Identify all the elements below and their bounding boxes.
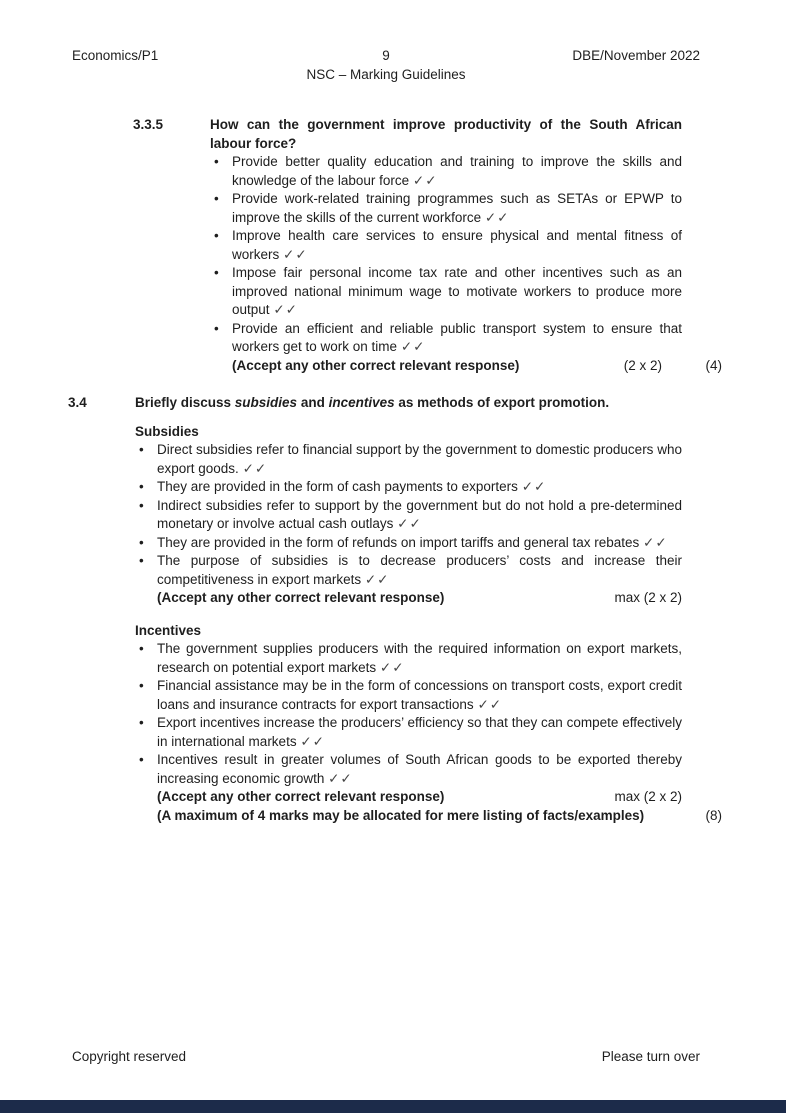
tick-marks: ✓✓	[242, 460, 268, 476]
turn-over-note: Please turn over	[601, 1049, 700, 1064]
bullet-text: Indirect subsidies refer to support by the government but do not hold a pre-determined monetary or involve actual cash outlays	[157, 497, 682, 531]
tick-marks: ✓✓	[521, 479, 547, 494]
section-3-3-5	[133, 116, 722, 375]
listing-note-text: (A maximum of 4 marks may be allocated for mere listing of facts/examples)	[157, 807, 645, 823]
header-subtitle: NSC – Marking Guidelines	[306, 66, 466, 82]
list-item	[210, 320, 682, 357]
list-item	[135, 441, 682, 478]
mark-calculation: max (2 x 2)	[614, 590, 682, 605]
tick-marks: ✓✓	[300, 733, 325, 749]
bullet-text: Improve health care services to ensure physical and mental fitness of workers	[232, 228, 682, 262]
tick-marks: ✓✓	[397, 516, 422, 531]
tick-marks: ✓✓	[379, 659, 405, 675]
viewer-bottom-edge	[0, 1100, 786, 1113]
accept-note: (Accept any other correct relevant response)	[157, 789, 445, 804]
copyright-note: Copyright reserved	[72, 1049, 187, 1064]
mark-calculation: max (2 x 2)	[614, 789, 682, 804]
tick-marks: ✓✓	[364, 571, 390, 587]
list-item	[135, 552, 682, 589]
bullet-text: They are provided in the form of cash payments to exporters	[157, 479, 518, 494]
listing-note	[135, 807, 722, 826]
list-item	[135, 751, 682, 788]
list-item	[135, 714, 682, 751]
bullet-text: Financial assistance may be in the form of concessions on transport costs, export credit loans and insurance contracts for export transactions	[157, 678, 682, 712]
list-item	[135, 677, 682, 714]
bullet-text: Incentives result in greater volumes of South African goods to be exported thereby increasing economic growth	[157, 752, 682, 786]
section-3-4	[68, 394, 722, 825]
subsidies-list	[135, 441, 682, 589]
accept-note-row	[135, 788, 682, 807]
accept-note: (Accept any other correct relevant response)	[232, 357, 520, 373]
answer-list-3-3-5	[210, 153, 682, 357]
question-body-3-4	[135, 394, 722, 825]
question-title-3-4	[135, 394, 682, 413]
list-item	[210, 227, 682, 264]
list-item	[210, 190, 682, 227]
list-item	[135, 478, 682, 497]
bullet-text: Provide work-related training programmes such as SETAs or EPWP to improve the skills of the current workforce	[232, 191, 682, 225]
question-body-3-3-5	[210, 116, 722, 375]
tick-marks: ✓✓	[412, 172, 438, 188]
bullet-text: Provide better quality education and training to improve the skills and knowledge of the labour force	[232, 154, 682, 188]
page-header	[72, 47, 700, 84]
list-item	[135, 497, 682, 534]
title-italic-subsidies: subsidies	[234, 395, 298, 410]
bullet-text: Export incentives increase the producers’ efficiency so that they can compete effectively in international markets	[157, 715, 682, 749]
header-exam-session: DBE/November 2022	[572, 48, 700, 63]
subsidies-heading: Subsidies	[135, 423, 199, 439]
title-italic-incentives: incentives	[328, 395, 395, 410]
page-content	[0, 116, 786, 825]
page-number: 9	[382, 48, 390, 63]
tick-marks: ✓✓	[484, 209, 510, 225]
accept-note: (Accept any other correct relevant response)	[157, 590, 445, 605]
header-paper-title: Economics/P1	[72, 48, 159, 63]
title-text: Briefly discuss	[135, 395, 235, 410]
tick-marks: ✓✓	[400, 339, 426, 354]
question-title-3-3-5: How can the government improve productivity of the South African labour force?	[210, 117, 682, 151]
tick-marks: ✓✓	[283, 246, 308, 262]
title-text: as methods of export promotion.	[394, 395, 610, 410]
tick-marks: ✓✓	[273, 302, 298, 317]
bullet-text: They are provided in the form of refunds on import tariffs and general tax rebates	[157, 534, 640, 550]
accept-note-row	[210, 357, 722, 376]
marks-allocation: (4)	[705, 357, 722, 373]
mark-calculation: (2 x 2)	[623, 357, 662, 373]
page-footer	[72, 1048, 700, 1067]
incentives-heading: Incentives	[135, 622, 202, 638]
list-item	[135, 640, 682, 677]
tick-marks: ✓✓	[328, 770, 353, 786]
bullet-text: Provide an efficient and reliable public transport system to ensure that workers get to work on time	[232, 320, 682, 354]
list-item	[210, 153, 682, 190]
bullet-text: The government supplies producers with the required information on export markets, research on potential export markets	[157, 641, 682, 675]
marks-allocation: (8)	[705, 807, 722, 823]
tick-marks: ✓✓	[643, 534, 668, 550]
question-number-3-3-5: 3.3.5	[133, 117, 164, 132]
accept-note-row	[135, 589, 682, 608]
bullet-text: Impose fair personal income tax rate and other incentives such as an improved national minimum wage to motivate workers to produce more output	[232, 265, 682, 317]
list-item	[210, 264, 682, 320]
tick-marks: ✓✓	[477, 696, 503, 712]
incentives-list	[135, 640, 682, 788]
question-number-3-4: 3.4	[68, 395, 87, 410]
bullet-text: The purpose of subsidies is to decrease producers’ costs and increase their competitiveness in export markets	[157, 553, 682, 587]
list-item	[135, 534, 682, 553]
bullet-text: Direct subsidies refer to financial support by the government to domestic producers who export goods.	[157, 442, 682, 476]
title-text: and	[297, 395, 329, 410]
